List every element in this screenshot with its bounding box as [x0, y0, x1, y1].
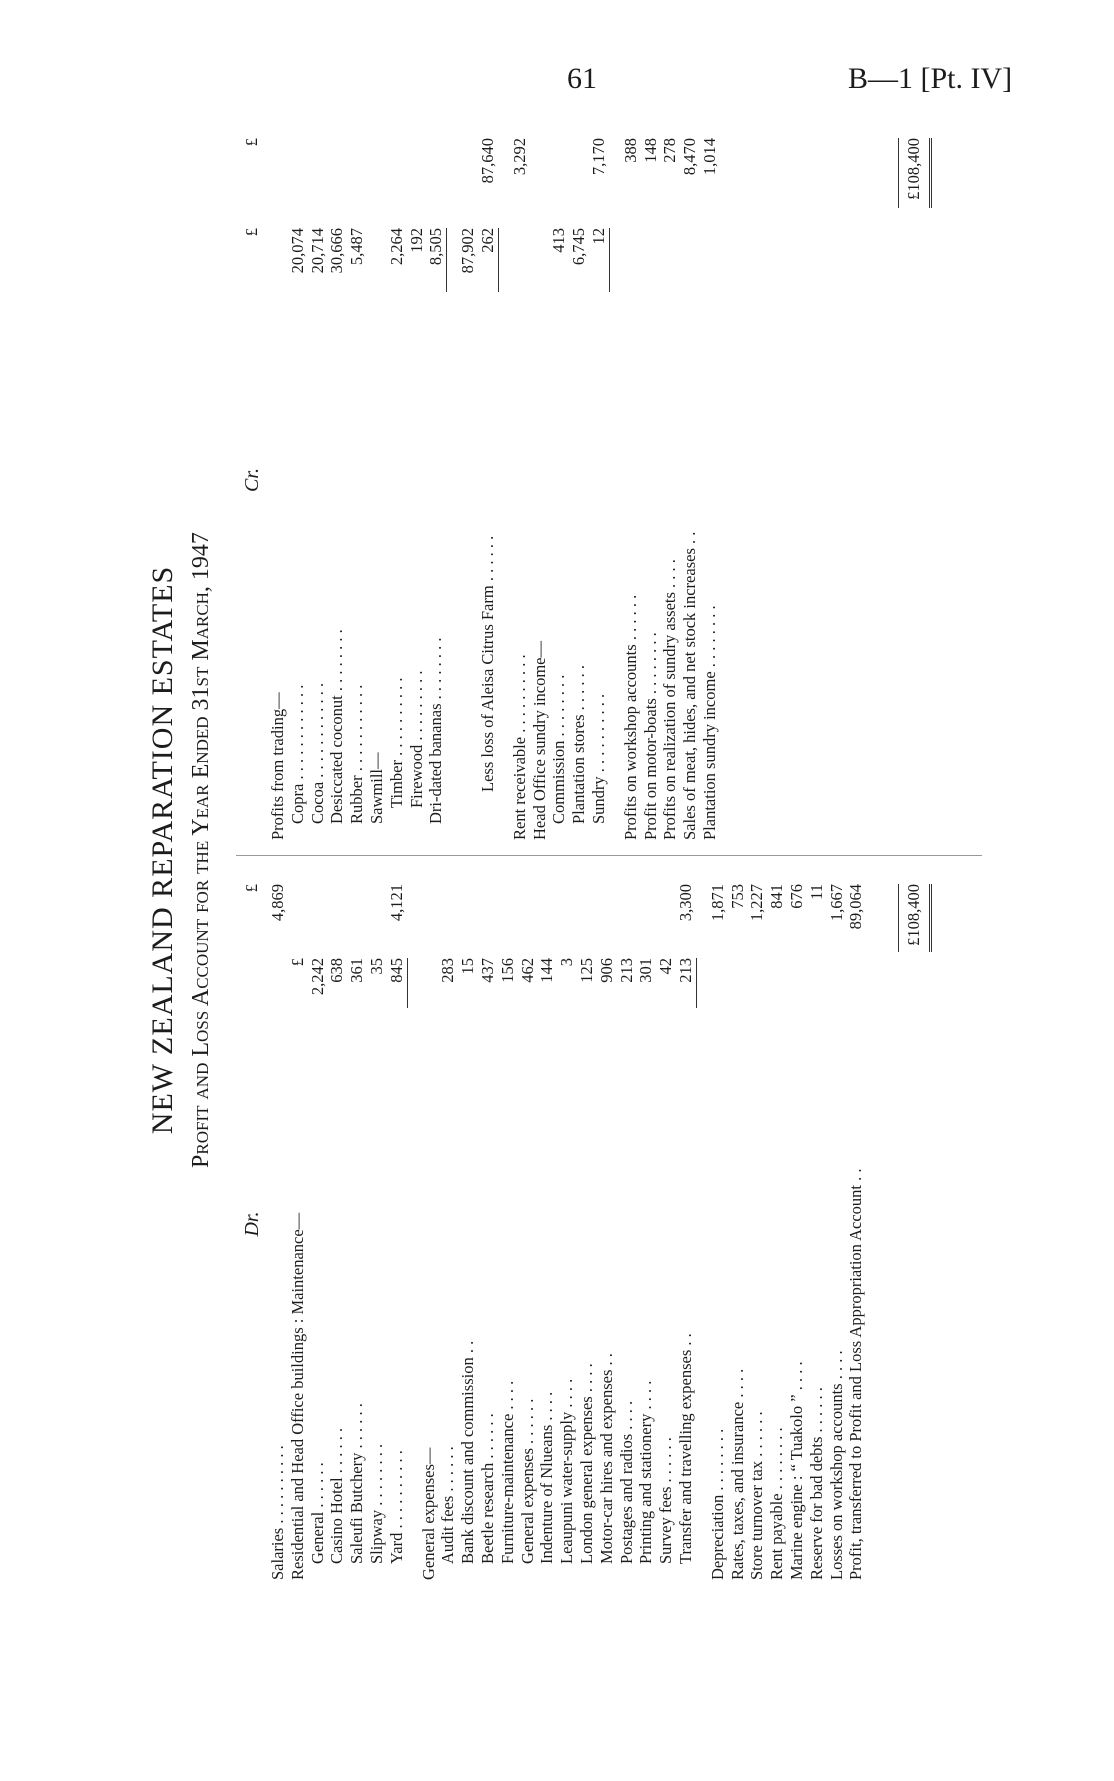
- debit-amount-c1: 301: [636, 958, 656, 983]
- debit-amount-c1: 156: [497, 958, 517, 983]
- debit-amount-c2: 753: [727, 884, 747, 909]
- debit-amount-c1: 906: [596, 958, 616, 983]
- debit-row: [458, 868, 478, 1580]
- debit-row-label: London general expenses . . . .: [576, 1363, 596, 1564]
- credit-row-label: Plantation sundry income . . . . . . . .: [699, 605, 719, 840]
- debit-row-label: Reserve for bad debts . . . . . .: [806, 1387, 826, 1580]
- credit-amount-c1: 20,074: [287, 228, 307, 274]
- credit-row: [660, 120, 680, 840]
- credit-heading: Cr.: [241, 468, 263, 492]
- credit-row: [367, 120, 387, 840]
- debit-row-label: Salaries . . . . . . . . . .: [268, 1445, 287, 1580]
- debit-row: [807, 868, 827, 1580]
- debit-amount-c1: 845: [387, 958, 408, 1008]
- credit-amount-c1: 20,714: [307, 228, 327, 274]
- debit-row-label: Residential and Head Office buildings : Maintenance—: [287, 1212, 307, 1580]
- credit-row-label: Rubber . . . . . . . . . . .: [347, 684, 367, 824]
- credit-row-label: Desiccated coconut . . . . . . . .: [327, 629, 347, 824]
- debit-row: [656, 868, 676, 1580]
- credit-row-label: Sales of meat, hides, and net stock increases . .: [680, 531, 700, 840]
- credit-side: [236, 120, 928, 840]
- credit-amount-c1: 262: [478, 228, 499, 292]
- rotated-account-table: [140, 120, 1090, 1580]
- credit-amount-c1: 2,264: [386, 228, 406, 266]
- debit-amount-c1: 144: [537, 958, 557, 983]
- credit-amount-c1: 30,666: [327, 228, 347, 274]
- debit-row-label: Slipway . . . . . . . .: [366, 1443, 386, 1564]
- debit-amount-c1: 638: [327, 958, 347, 983]
- debit-row-label: Postages and radios . . . .: [616, 1400, 636, 1564]
- debit-row-label: Transfer and travelling expenses . .: [675, 1333, 695, 1564]
- debit-amount-c2: 676: [786, 884, 806, 909]
- credit-row: [288, 120, 308, 840]
- credit-row: [549, 120, 569, 840]
- section-reference: B—1 [Pt. IV]: [848, 62, 1013, 95]
- credit-header: [236, 120, 268, 840]
- debit-row: [419, 868, 439, 1580]
- credit-amount-c1: 5,487: [347, 228, 367, 266]
- debit-row: [747, 868, 767, 1580]
- credit-currency-c2: £: [242, 138, 261, 147]
- credit-row: [268, 120, 288, 840]
- debit-row: [636, 868, 656, 1580]
- credit-row: [530, 120, 550, 840]
- debit-amount-c1: 361: [347, 958, 367, 983]
- debit-row: [597, 868, 617, 1580]
- credit-row: [387, 120, 407, 840]
- credit-row-label: Dri-dated bananas . . . . . . . .: [426, 637, 446, 824]
- debit-amount-c2: 3,300: [675, 884, 695, 922]
- credit-row: [569, 120, 589, 840]
- debit-row-label: Profit, transferred to Profit and Loss Appropriation Account . .: [846, 1168, 866, 1580]
- debit-row: [708, 868, 728, 1580]
- debit-currency: £: [242, 884, 261, 893]
- credit-row: [426, 120, 446, 840]
- debit-row-label: Beetle research . . . . . .: [477, 1413, 497, 1564]
- credit-row: [641, 120, 661, 840]
- debit-row: [676, 868, 696, 1580]
- debit-row-label: Marine engine : “ Tuakolo ” . . . .: [786, 1361, 806, 1580]
- credit-row-label: Cocoa . . . . . . . . . . . .: [307, 682, 327, 824]
- debit-row: [518, 868, 538, 1580]
- credit-row: [510, 120, 530, 840]
- credit-amount-c1: 8,505: [426, 228, 447, 292]
- debit-amount-c1: 42: [656, 958, 676, 975]
- column-divider: [236, 855, 982, 856]
- credit-row-label: Rent receivable . . . . . . . . . .: [509, 654, 529, 840]
- debit-amount-c2: 1,667: [826, 884, 846, 922]
- debit-amount-c1: 2,242: [307, 958, 327, 996]
- credit-amount-c2: 7,170: [588, 138, 608, 176]
- debit-row-label: Survey fees . . . . . .: [656, 1437, 676, 1564]
- debit-row: [617, 868, 637, 1580]
- page-title: NEW ZEALAND REPARATION ESTATES: [146, 565, 179, 1135]
- credit-amount-c1: 12: [589, 228, 610, 292]
- credit-row: [347, 120, 367, 840]
- debit-row: [308, 868, 328, 1580]
- debit-amount-c1: 3: [557, 958, 577, 967]
- credit-row-label: Head Office sundry income—: [529, 640, 549, 840]
- debit-amount-c1: 15: [458, 958, 478, 975]
- debit-row: [846, 868, 866, 1580]
- debit-amount-c2: 11: [806, 884, 826, 900]
- debit-row: [557, 868, 577, 1580]
- credit-row: [680, 120, 700, 840]
- debit-row-label: General expenses . . . . . .: [517, 1398, 537, 1564]
- credit-row-label: Profits on realization of sundry assets . . . .: [660, 559, 680, 840]
- debit-row-label: Yard . . . . . . . . . .: [386, 1450, 406, 1564]
- debit-side: [236, 868, 928, 1580]
- debit-amount-c2: 4,121: [386, 884, 406, 922]
- credit-row: [700, 120, 720, 840]
- debit-heading: Dr.: [241, 1211, 263, 1237]
- credit-total: £108,400: [898, 138, 932, 208]
- credit-row-label: Plantation stores . . . . . .: [569, 664, 589, 824]
- credit-row: [308, 120, 328, 840]
- credit-amount-c2: 3,292: [509, 138, 529, 176]
- debit-row-label: Rates, taxes, and insurance . . . .: [727, 1368, 747, 1580]
- debit-rows: [268, 868, 866, 1580]
- debit-row: [367, 868, 387, 1580]
- debit-amount-c1: 283: [438, 958, 458, 983]
- credit-amount-c1: 413: [549, 228, 569, 253]
- credit-row-label: Firewood . . . . . . . . .: [406, 670, 426, 808]
- debit-row-label: Casino Hotel . . . . . .: [327, 1427, 347, 1564]
- debit-row: [347, 868, 367, 1580]
- credit-amount-c2: 148: [640, 138, 660, 163]
- debit-row-label: Motor-car hires and expenses . .: [596, 1353, 616, 1564]
- credit-amount-c1: 192: [406, 228, 426, 253]
- credit-row-label: Copra . . . . . . . . . . . .: [287, 684, 307, 824]
- debit-amount-c1: 213: [676, 958, 697, 1008]
- credit-row-label: Profit on motor-boats . . . . . . . .: [640, 632, 660, 840]
- debit-header: [236, 868, 268, 1580]
- debit-row: [327, 868, 347, 1580]
- credit-row: [327, 120, 347, 840]
- credit-amount-c2: 278: [660, 138, 680, 163]
- debit-amount-c1: 213: [616, 958, 636, 983]
- credit-row-label: Less loss of Aleisa Citrus Farm . . . . . .: [477, 535, 497, 792]
- debit-total-row: [898, 868, 928, 1580]
- debit-row-label: Indenture of Nlueans . . . .: [537, 1391, 557, 1564]
- debit-row: [767, 868, 787, 1580]
- debit-row-label: Leaupuni water-supply . . . .: [557, 1378, 577, 1564]
- debit-row-label: Losses on workshop accounts . . . .: [826, 1350, 846, 1580]
- credit-amount-c1: 6,745: [569, 228, 589, 266]
- debit-amount-c1: 437: [477, 958, 497, 983]
- credit-rows: [268, 120, 720, 840]
- debit-amount-c1: £: [287, 958, 307, 967]
- debit-row-label: Printing and stationery . . . .: [636, 1380, 656, 1564]
- page-number: 61: [567, 62, 597, 95]
- credit-row-label: Commission . . . . . . . .: [549, 674, 569, 824]
- credit-row-label: Sawmill—: [366, 752, 386, 824]
- debit-row: [827, 868, 847, 1580]
- debit-amount-c2: 1,871: [707, 884, 727, 922]
- debit-row-label: Furniture-maintenance . . . .: [497, 1380, 517, 1564]
- credit-row: [458, 120, 478, 840]
- credit-row-label: Profits from trading—: [268, 692, 287, 840]
- debit-amount-c2: 1,227: [747, 884, 767, 922]
- debit-row: [387, 868, 407, 1580]
- credit-total-row: [898, 120, 928, 840]
- debit-row-label: Depreciation . . . . . . . .: [707, 1428, 727, 1580]
- credit-row: [589, 120, 609, 840]
- credit-amount-c1: 87,902: [458, 228, 478, 274]
- debit-amount-c2: 841: [767, 884, 787, 909]
- debit-row: [728, 868, 748, 1580]
- debit-row: [268, 868, 288, 1580]
- credit-row-label: Sundry . . . . . . . . . .: [588, 693, 608, 824]
- credit-row: [621, 120, 641, 840]
- credit-amount-c2: 388: [620, 138, 640, 163]
- debit-row: [498, 868, 518, 1580]
- debit-total: £108,400: [898, 884, 932, 952]
- credit-row-label: Profits on workshop accounts . . . . . .: [620, 594, 640, 840]
- debit-row-label: General expenses—: [418, 1447, 438, 1580]
- debit-row: [478, 868, 498, 1580]
- debit-row: [288, 868, 308, 1580]
- debit-row: [787, 868, 807, 1580]
- debit-row-label: Bank discount and commission . .: [458, 1340, 478, 1564]
- credit-currency-c1: £: [242, 228, 261, 237]
- credit-row: [407, 120, 427, 840]
- debit-row-label: Saleufi Butchery . . . . . .: [347, 1403, 367, 1564]
- debit-row-label: Store turnover tax . . . . . .: [747, 1411, 767, 1580]
- debit-row: [577, 868, 597, 1580]
- account-subtitle: Profit and Loss Account for the Year Ended 31st March, 1947: [188, 532, 214, 1168]
- debit-amount-c1: 462: [517, 958, 537, 983]
- debit-row: [438, 868, 458, 1580]
- debit-row: [537, 868, 557, 1580]
- debit-row-label: Audit fees . . . . . .: [438, 1446, 458, 1564]
- credit-amount-c2: 8,470: [680, 138, 700, 176]
- credit-row-label: Timber . . . . . . . . . .: [386, 677, 406, 808]
- debit-row-label: Rent payable . . . . . . . .: [767, 1427, 787, 1580]
- debit-row-label: General . . . . . .: [307, 1462, 327, 1564]
- debit-amount-c2: 4,869: [268, 884, 287, 922]
- credit-amount-c2: 1,014: [699, 138, 719, 176]
- debit-amount-c1: 125: [576, 958, 596, 983]
- debit-amount-c1: 35: [366, 958, 386, 975]
- debit-amount-c2: 89,064: [846, 884, 866, 930]
- credit-amount-c2: 87,640: [477, 138, 497, 184]
- credit-row: [478, 120, 498, 840]
